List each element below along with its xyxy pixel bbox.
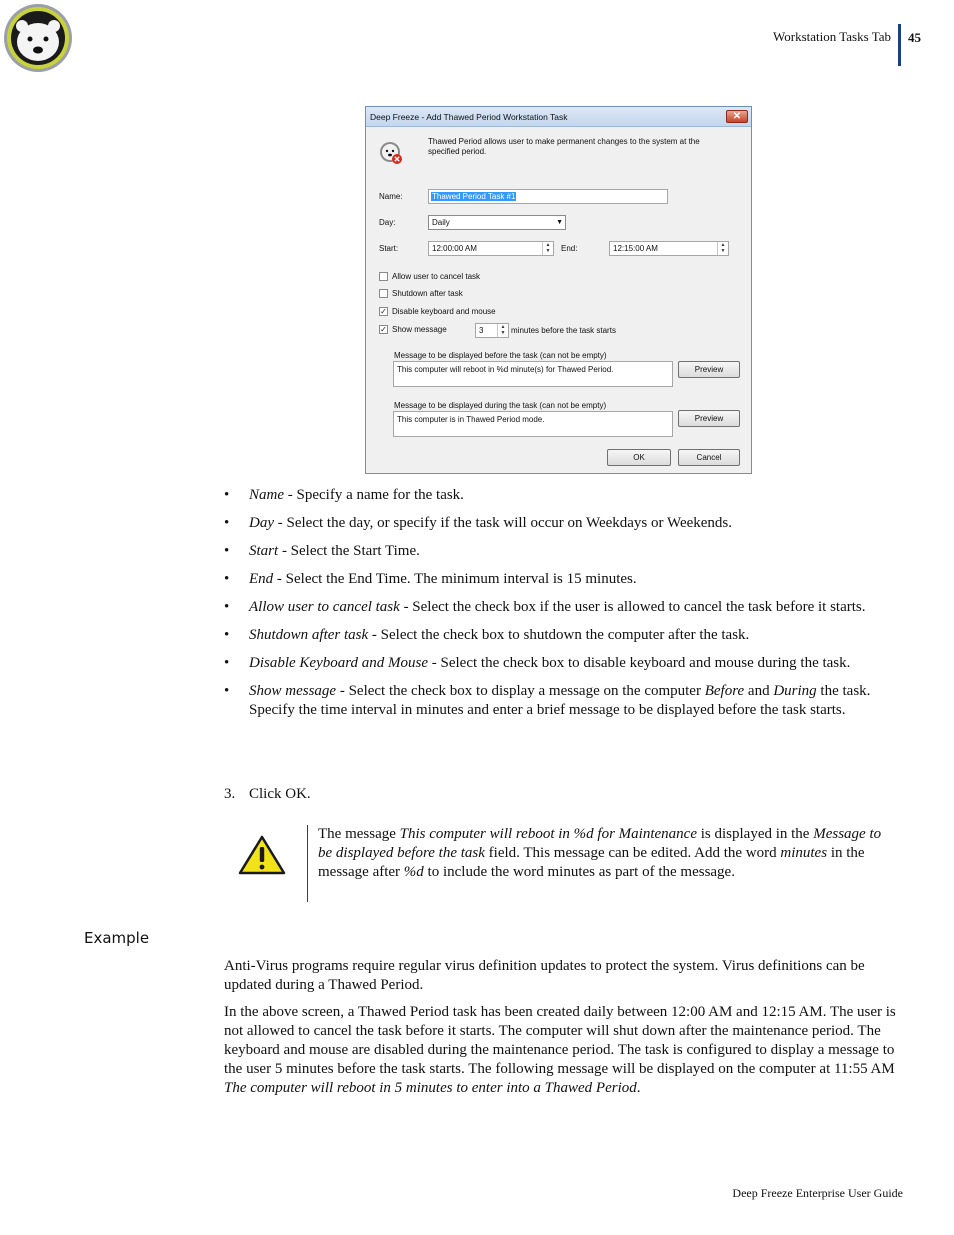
close-icon[interactable]: ✕ <box>726 110 748 123</box>
bullet-glyph: • <box>224 543 230 559</box>
spin-down-icon[interactable]: ▼ <box>720 248 726 254</box>
bullet-glyph: • <box>224 655 230 671</box>
show-message-checkbox[interactable]: ✓ <box>380 325 387 334</box>
note-emphasis: Message to be displayed before the task <box>318 826 882 861</box>
list-item <box>224 486 904 505</box>
start-time-value: 12:00:00 AM <box>432 244 477 253</box>
list-term: Allow user to cancel task <box>249 599 400 615</box>
minutes-suffix: minutes before the task starts <box>511 326 616 335</box>
dialog-body <box>366 127 751 473</box>
dialog-title: Deep Freeze - Add Thawed Period Workstation Task <box>370 112 568 122</box>
list-text: - Select the check box to disable keyboard and mouse during the task. <box>428 655 851 671</box>
note-emphasis: %d <box>403 864 424 880</box>
paragraph-text: In the above screen, a Thawed Period task has been created daily between 12:00 AM and 12:15 AM. The user is not allowed to cancel the task before it starts. The computer will shut down after the maintenance period. The keyboard and mouse are disabled during the maintenance period. The task is configured to display a message to the user 5 minutes before the task starts. The following message will be displayed on the computer at 11:55 AM <box>224 1004 896 1077</box>
end-time-value: 12:15:00 AM <box>613 244 658 253</box>
list-item <box>224 682 904 720</box>
name-input-value: Thawed Period Task #1 <box>432 192 516 201</box>
minutes-input[interactable] <box>475 323 509 338</box>
paragraph-emphasis: The computer will reboot in 5 minutes to enter into a Thawed Period <box>224 1080 637 1096</box>
paragraph-text: . <box>636 1080 641 1096</box>
note-run: is displayed in the <box>696 826 814 842</box>
field-description-list <box>224 486 904 729</box>
add-thawed-period-dialog <box>365 106 752 474</box>
list-text: - Select the check box to display a message on the computer <box>336 683 705 699</box>
list-term: Start <box>249 543 279 559</box>
spin-up-icon[interactable]: ▲ <box>500 324 506 330</box>
start-time-input[interactable] <box>428 241 554 256</box>
preview-during-button[interactable]: Preview <box>678 410 740 427</box>
list-item <box>224 626 904 645</box>
list-text: - Select the Start Time. <box>278 543 420 559</box>
spin-down-icon[interactable]: ▼ <box>500 330 506 336</box>
name-label: Name: <box>379 192 403 201</box>
list-item <box>224 654 904 673</box>
shutdown-after-checkbox[interactable] <box>379 289 388 298</box>
page-number: 45 <box>908 30 921 45</box>
bear-no-entry-icon <box>379 141 403 165</box>
note-text <box>318 825 893 882</box>
dialog-titlebar <box>366 107 751 127</box>
header-divider <box>898 24 901 66</box>
list-item <box>224 570 904 589</box>
note-run: field. This message can be edited. Add the word <box>484 845 781 861</box>
start-time-spinner[interactable] <box>542 242 553 255</box>
bullet-glyph: • <box>224 515 230 531</box>
list-text: and <box>744 683 774 699</box>
list-text: the task. Specify the time interval in minutes and enter a brief message to be displayed before the task starts. <box>249 683 871 718</box>
name-input[interactable] <box>428 189 668 204</box>
preview-before-button[interactable]: Preview <box>678 361 740 378</box>
bullet-glyph: • <box>224 627 230 643</box>
during-message-input[interactable]: This computer is in Thawed Period mode. <box>393 411 673 437</box>
chevron-down-icon: ▼ <box>556 219 563 226</box>
end-time-input[interactable] <box>609 241 729 256</box>
list-text: - Select the End Time. The minimum interval is 15 minutes. <box>273 571 637 587</box>
bullet-glyph: • <box>224 683 230 699</box>
end-time-spinner[interactable] <box>717 242 728 255</box>
step-text: Click OK. <box>249 786 311 802</box>
example-paragraph-2 <box>224 1003 899 1098</box>
step-number: 3. <box>224 786 236 802</box>
list-text: - Select the check box to shutdown the computer after the task. <box>368 627 750 643</box>
list-text: - Select the day, or specify if the task will occur on Weekdays or Weekends. <box>274 515 732 531</box>
spin-down-icon[interactable]: ▼ <box>545 248 551 254</box>
list-item <box>224 598 904 617</box>
list-term: End <box>249 571 274 587</box>
list-term: Name <box>249 487 284 503</box>
example-heading: Example <box>84 929 150 947</box>
note-emphasis: minutes <box>780 845 828 861</box>
ok-button[interactable]: OK <box>607 449 671 466</box>
list-term: Show message <box>249 683 337 699</box>
spin-up-icon[interactable]: ▲ <box>720 242 726 248</box>
minutes-spinner[interactable] <box>497 324 508 337</box>
polar-bear-logo-icon <box>2 2 74 74</box>
warning-icon <box>238 835 286 875</box>
disable-keyboard-label: Disable keyboard and mouse <box>392 307 496 316</box>
list-item <box>224 514 904 533</box>
list-emphasis: During <box>773 683 817 699</box>
allow-cancel-checkbox[interactable] <box>379 272 388 281</box>
note-divider <box>307 825 308 902</box>
list-item <box>224 542 904 561</box>
before-message-label: Message to be displayed before the task (can not be empty) <box>394 351 607 360</box>
example-paragraph-1: Anti-Virus programs require regular virus definition updates to protect the system. Virus definitions can be updated during a Thawed Period. <box>224 958 865 993</box>
note-run: to include the word minutes as part of the message. <box>423 864 735 880</box>
day-select-value: Daily <box>432 218 450 227</box>
show-message-label: Show message <box>392 325 447 334</box>
spin-up-icon[interactable]: ▲ <box>545 242 551 248</box>
during-message-label: Message to be displayed during the task (can not be empty) <box>394 401 607 410</box>
before-message-input[interactable]: This computer will reboot in %d minute(s) for Thawed Period. <box>393 361 673 387</box>
list-emphasis: Before <box>704 683 745 699</box>
disable-keyboard-checkbox[interactable]: ✓ <box>380 307 387 316</box>
footer-title: Deep Freeze Enterprise User Guide <box>732 1186 903 1200</box>
list-text: - Specify a name for the task. <box>284 487 464 503</box>
shutdown-after-label: Shutdown after task <box>392 289 463 298</box>
bullet-glyph: • <box>224 599 230 615</box>
day-select[interactable] <box>428 215 566 230</box>
bullet-glyph: • <box>224 487 230 503</box>
minutes-value: 3 <box>479 326 484 335</box>
header-title: Workstation Tasks Tab <box>773 29 891 44</box>
list-text: - Select the check box if the user is allowed to cancel the task before it starts. <box>399 599 866 615</box>
list-term: Shutdown after task <box>249 627 369 643</box>
note-run: The message <box>318 826 400 842</box>
start-label: Start: <box>379 244 399 253</box>
bullet-glyph: • <box>224 571 230 587</box>
day-label: Day: <box>379 218 396 227</box>
note-emphasis: This computer will reboot in %d for Maintenance <box>399 826 697 842</box>
note-run: in the message after <box>318 845 865 880</box>
dialog-description: Thawed Period allows user to make permanent changes to the system at the specified period. <box>428 137 700 156</box>
cancel-button[interactable]: Cancel <box>678 449 740 466</box>
list-term: Disable Keyboard and Mouse <box>249 655 429 671</box>
list-term: Day <box>249 515 274 531</box>
allow-cancel-label: Allow user to cancel task <box>392 272 481 281</box>
end-label: End: <box>561 244 578 253</box>
